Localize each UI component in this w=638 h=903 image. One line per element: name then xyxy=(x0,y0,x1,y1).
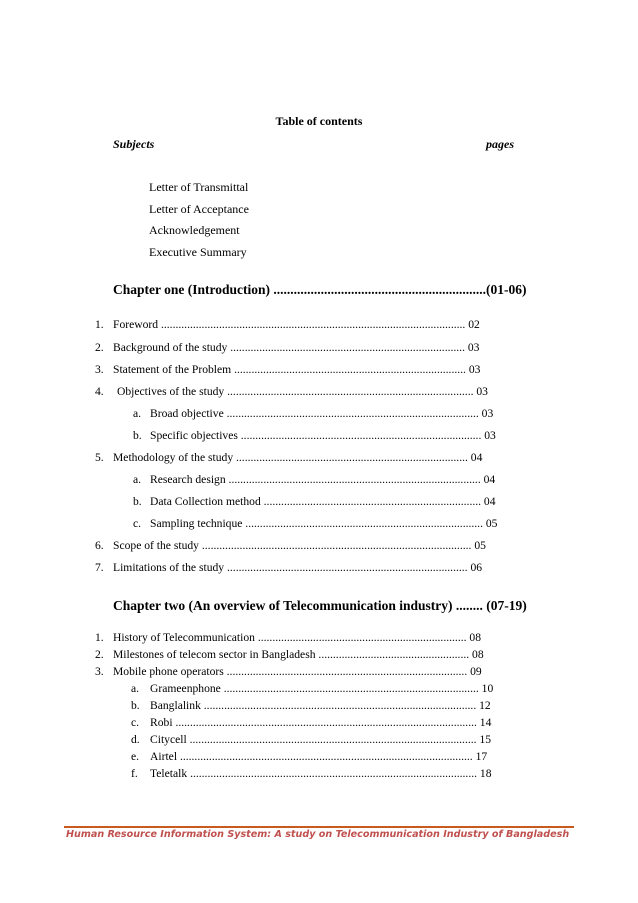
toc-entry: Background of the study ................................................................................. 03 xyxy=(113,341,480,354)
toc-entry: Banglalink .............................................................................................. 12 xyxy=(150,699,491,712)
toc-entry: Robi ........................................................................................................ 14 xyxy=(150,716,492,729)
toc-entry-number: 2. xyxy=(95,648,104,661)
toc-entry-number: 3. xyxy=(95,363,104,376)
pages-header: pages xyxy=(486,137,514,151)
toc-entry-letter: a. xyxy=(131,682,140,695)
toc-entry-letter: d. xyxy=(131,733,140,746)
toc-entry-letter: f. xyxy=(131,767,138,780)
toc-entry: Grameenphone ........................................................................................ 10 xyxy=(150,682,494,695)
front-matter-item: Letter of Transmittal xyxy=(149,180,249,194)
chapter-one-heading: Chapter one (Introduction) ...............................................................(01-06) xyxy=(113,282,527,297)
toc-entry: Data Collection method ........................................................................... 04 xyxy=(150,495,496,508)
toc-entry-letter: a. xyxy=(133,473,142,486)
toc-entry-letter: b. xyxy=(131,699,140,712)
toc-entry: Sampling technique .................................................................................. 05 xyxy=(150,517,498,530)
toc-entry-letter: c. xyxy=(133,517,142,530)
toc-entry-number: 7. xyxy=(95,561,104,574)
toc-entry-number: 1. xyxy=(95,631,104,644)
subjects-header: Subjects xyxy=(113,137,155,151)
toc-entry-number: 5. xyxy=(95,451,104,464)
toc-entry-letter: e. xyxy=(131,750,140,763)
front-matter-item: Letter of Acceptance xyxy=(149,202,249,216)
toc-entry-letter: a. xyxy=(133,407,142,420)
toc-entry-number: 6. xyxy=(95,539,104,552)
toc-entry: Citycell ................................................................................................... 15 xyxy=(150,733,492,746)
toc-entry: Airtel ..................................................................................................... 17 xyxy=(150,750,488,763)
toc-entry: History of Telecommunication ........................................................................ 08 xyxy=(113,631,482,644)
toc-entry-letter: b. xyxy=(133,495,142,508)
page-footer: Human Resource Information System: A study on Telecommunication Industry of Bangladesh xyxy=(66,829,570,840)
front-matter-item: Acknowledgement xyxy=(149,223,240,237)
toc-entry: Milestones of telecom sector in Bangladesh .................................................... 08 xyxy=(113,648,484,661)
footer-rule xyxy=(64,826,574,828)
front-matter-item: Executive Summary xyxy=(149,245,247,259)
chapter-two-heading: Chapter two (An overview of Telecommunication industry) ........ (07-19) xyxy=(113,598,527,613)
toc-entry: Foreword ......................................................................................................... 02 xyxy=(113,318,480,331)
toc-entry-letter: b. xyxy=(133,429,142,442)
toc-entry: Scope of the study ............................................................................................. 05 xyxy=(113,539,486,552)
toc-entry-number: 1. xyxy=(95,318,104,331)
toc-entry-number: 3. xyxy=(95,665,104,678)
toc-entry: Statement of the Problem ................................................................................ 03 xyxy=(113,363,481,376)
toc-entry-letter: c. xyxy=(131,716,140,729)
toc-entry: Broad objective ....................................................................................... 03 xyxy=(150,407,494,420)
toc-entry: Limitations of the study ................................................................................... 06 xyxy=(113,561,483,574)
toc-entry-number: 2. xyxy=(95,341,104,354)
toc-entry: Specific objectives ................................................................................... 03 xyxy=(150,429,496,442)
toc-entry: Methodology of the study ................................................................................ 04 xyxy=(113,451,483,464)
toc-entry-number: 4. xyxy=(95,385,104,398)
toc-entry: Mobile phone operators ................................................................................... 09 xyxy=(113,665,482,678)
toc-title: Table of contents xyxy=(275,114,363,128)
toc-entry: Teletalk ................................................................................................... 18 xyxy=(150,767,492,780)
toc-entry: Objectives of the study ..................................................................................... 03 xyxy=(117,385,488,398)
toc-entry: Research design ....................................................................................... 04 xyxy=(150,473,496,486)
